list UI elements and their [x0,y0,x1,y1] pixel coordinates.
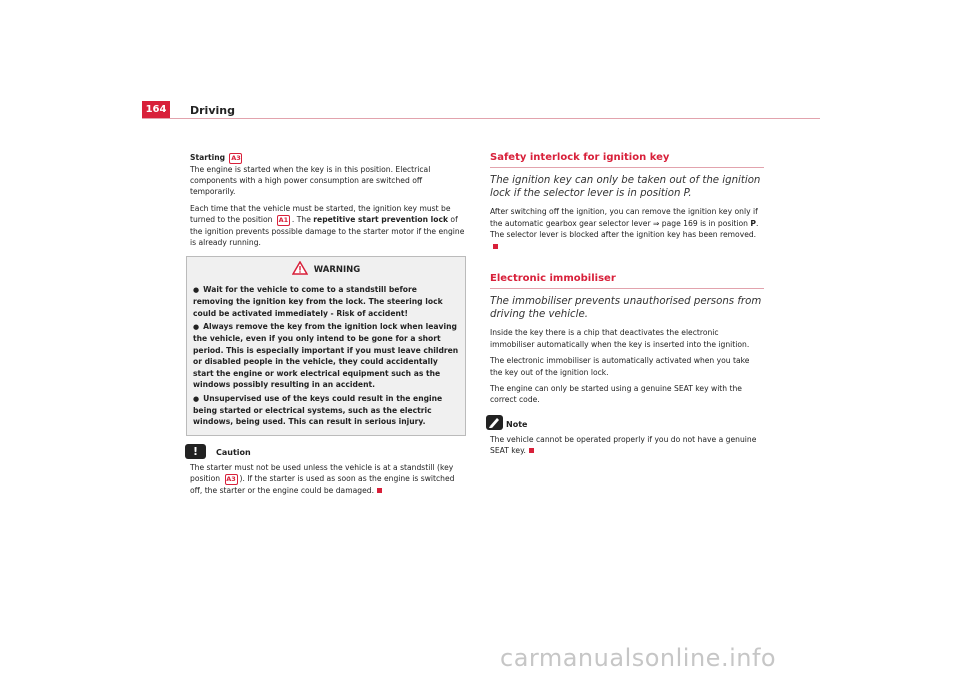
note-title: Note [506,420,528,430]
warning-box [186,256,466,435]
starting-text: The engine is started when the key is in this position. Electrical components with a high power consumption are switched off temporarily. [190,164,431,197]
caution-paragraph [190,462,466,496]
watermark: carmanualsonline.info [500,644,777,672]
section-intro-interlock: The ignition key can only be taken out of the ignition lock if the selector lever is in position P. [490,175,761,200]
warning-text: Unsupervised use of the keys could result in the engine being started or electrical systems, such as the electric windows, being used. This can result in serious injury. [193,393,443,427]
interlock-text-b: . The selector lever is blocked after the ignition key has been removed. [490,218,759,240]
caution-header [185,444,466,459]
warning-item [193,393,459,428]
header-divider [142,118,820,119]
start-text-b: . The [291,215,311,225]
caution-text-a: The starter must not be used unless the vehicle is at a standstill (key position [190,462,454,484]
warning-item [193,321,459,390]
immobiliser-paragraph: Inside the key there is a chip that deactivates the electronic immobiliser automatically when the key is inserted into the ignition. [490,328,750,349]
starting-heading: Starting [190,153,226,162]
end-square-icon [493,244,498,249]
spacer [490,257,764,273]
note-text: The vehicle cannot be operated properly if you do not have a genuine SEAT key. [490,434,757,456]
note-paragraph [490,434,764,457]
start-text-a: Each time that the vehicle must be started, the ignition key must be turned to the position [190,203,451,225]
interlock-text-bold: P [750,218,756,228]
interlock-paragraph [490,206,764,252]
note-pen-icon [485,414,504,431]
warning-triangle-icon [292,261,308,279]
caution-exclamation-icon: ! [185,444,206,459]
page-number: 164 [142,101,170,119]
warning-title: WARNING [313,265,361,276]
warning-item [193,284,459,319]
start-text-c: of the ignition prevents possible damage to the starter motor if the engine is already running. [190,215,465,248]
position-badge: A1 [278,215,289,224]
starting-paragraph [190,152,466,198]
warning-text: Always remove the key from the ignition lock when leaving the vehicle, even if you only intend to be gone for a short period. This is especially important if you must leave children or disabled people in the vehicle, they could accidentally start the engine or work electrical equipment such as the windows possibly resulting in an accident. [193,322,459,390]
immobiliser-paragraph: The engine can only be started using a genuine SEAT key with the correct code. [490,384,742,405]
left-column [190,152,466,501]
position-badge: A3 [226,474,236,483]
position-badge: A3 [231,153,241,162]
end-square-icon [529,448,534,453]
end-square-icon [377,488,382,493]
warning-header [193,261,459,279]
warning-text: Wait for the vehicle to come to a standstill before removing the ignition key from the lock. The steering lock could be activated immediately - Risk of accident! [193,284,443,318]
caution-title: Caution [216,448,251,458]
note-header [485,414,764,431]
interlock-text-a: After switching off the ignition, you can remove the ignition key only if the automatic gearbox gear selector lever ⇒ page 169 is in position [490,207,758,228]
bullet-icon: ● [193,394,200,403]
right-column [490,152,764,462]
start-paragraph [190,203,466,249]
start-text-bold: repetitive start prevention lock [313,215,448,225]
bullet-icon: ● [193,285,200,294]
caution-text-b: ). If the starter is used as soon as the engine is switched off, the starter or the engine could be damaged. [190,474,455,495]
section-heading-immobiliser: Electronic immobiliser [490,273,764,289]
page-title: Driving [190,104,235,117]
section-heading-interlock: Safety interlock for ignition key [490,152,764,168]
bullet-icon: ● [193,323,200,332]
immobiliser-paragraph: The electronic immobiliser is automatically activated when you take the key out of the ignition lock. [490,356,750,377]
section-intro-immobiliser: The immobiliser prevents unauthorised persons from driving the vehicle. [490,296,762,321]
